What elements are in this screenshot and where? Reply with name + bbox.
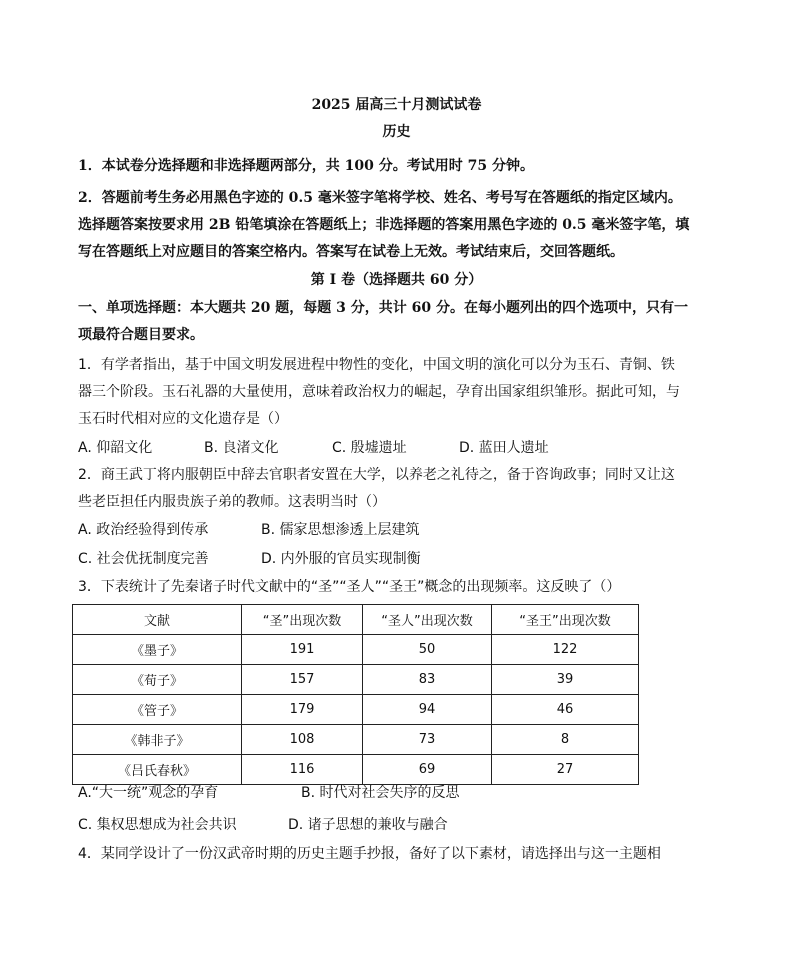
question-1-option-c: C. 殷墟遗址 (332, 440, 407, 456)
table-cell: 《吕氏春秋》 (73, 755, 242, 785)
table-header-cell: 文献 (73, 605, 242, 635)
table-row (73, 635, 639, 665)
table-cell: 83 (363, 665, 492, 695)
question-3-option-b: B. 时代对社会失序的反思 (301, 785, 460, 801)
question-3-line-1: 3．下表统计了先秦诸子时代文献中的“圣”“圣人”“圣王”概念的出现频率。这反映了（） (78, 579, 621, 595)
table-cell: 122 (492, 635, 639, 665)
table-cell: 69 (363, 755, 492, 785)
table-cell: 50 (363, 635, 492, 665)
question-1-option-a: A. 仰韶文化 (78, 440, 153, 456)
table-cell: 39 (492, 665, 639, 695)
question-1-line-2: 器三个阶段。玉石礼器的大量使用，意味着政治权力的崛起，孕育出国家组织雏形。据此可知，与 (78, 384, 680, 400)
frequency-table (72, 604, 639, 785)
instruction-line-4: 写在答题纸上对应题目的答案空格内。答案写在试卷上无效。考试结束后，交回答题纸。 (78, 244, 624, 260)
question-2-option-a: A. 政治经验得到传承 (78, 522, 209, 538)
question-3-option-a: A.“大一统”观念的孕育 (78, 785, 219, 801)
table-cell: 94 (363, 695, 492, 725)
section-intro-line-2: 项最符合题目要求。 (78, 327, 204, 343)
question-4-line-1: 4．某同学设计了一份汉武帝时期的历史主题手抄报，备好了以下素材，请选择出与这一主题相 (78, 846, 661, 862)
table-cell: 《墨子》 (73, 635, 242, 665)
question-1-option-d: D. 蓝田人遗址 (459, 440, 549, 456)
table-cell: 157 (242, 665, 363, 695)
table-row (73, 755, 639, 785)
instruction-line-1: 1．本试卷分选择题和非选择题两部分，共 100 分。考试用时 75 分钟。 (78, 158, 534, 174)
question-1-options (78, 436, 718, 460)
question-2-option-c: C. 社会优抚制度完善 (78, 551, 209, 567)
instruction-line-2: 2．答题前考生务必用黑色字迹的 0.5 毫米签字笔将学校、姓名、考号写在答题纸的指定区域内。 (78, 190, 682, 206)
table-cell: 《荀子》 (73, 665, 242, 695)
question-3-option-d: D. 诸子思想的兼收与融合 (288, 817, 448, 833)
question-2-line-1: 2．商王武丁将内服朝臣中辞去官职者安置在大学，以养老之礼待之，备于咨询政事；同时又让这 (78, 467, 675, 483)
question-3-options-row-2 (78, 813, 718, 837)
table-cell: 191 (242, 635, 363, 665)
table-row (73, 695, 639, 725)
exam-title: 2025 届高三十月测试试卷 (311, 97, 482, 113)
section-intro-line-1: 一、单项选择题：本大题共 20 题，每题 3 分，共计 60 分。在每小题列出的四个选项中，只有一 (78, 300, 688, 316)
table-row (73, 725, 639, 755)
question-2-options-row-1 (78, 518, 718, 542)
instruction-line-3: 选择题答案按要求用 2B 铅笔填涂在答题纸上；非选择题的答案用黑色字迹的 0.5 毫米签字笔，填 (78, 217, 690, 233)
table-cell: 73 (363, 725, 492, 755)
table-cell: 27 (492, 755, 639, 785)
question-1-line-1: 1．有学者指出，基于中国文明发展进程中物性的变化，中国文明的演化可以分为玉石、青铜、铁 (78, 357, 675, 373)
section-title: 第 I 卷（选择题共 60 分） (310, 272, 483, 288)
table-cell: 116 (242, 755, 363, 785)
question-2-option-d: D. 内外服的官员实现制衡 (261, 551, 421, 567)
table-cell: 46 (492, 695, 639, 725)
question-2-options-row-2 (78, 547, 718, 571)
question-2-line-2: 些老臣担任内服贵族子弟的教师。这表明当时（） (78, 494, 386, 510)
question-1-option-b: B. 良渚文化 (204, 440, 279, 456)
table-cell: 108 (242, 725, 363, 755)
question-2-option-b: B. 儒家思想渗透上层建筑 (261, 522, 420, 538)
table-cell: 《韩非子》 (73, 725, 242, 755)
table-header-cell: “圣王”出现次数 (492, 605, 639, 635)
question-1-line-3: 玉石时代相对应的文化遗存是（） (78, 411, 288, 427)
table-row (73, 665, 639, 695)
question-3-option-c: C. 集权思想成为社会共识 (78, 817, 237, 833)
exam-subject: 历史 (382, 124, 411, 140)
table-cell: 8 (492, 725, 639, 755)
table-header-row (73, 605, 639, 635)
table-header-cell: “圣人”出现次数 (363, 605, 492, 635)
table-cell: 《管子》 (73, 695, 242, 725)
table-header-cell: “圣”出现次数 (242, 605, 363, 635)
table-cell: 179 (242, 695, 363, 725)
question-3-options-row-1 (78, 781, 718, 805)
